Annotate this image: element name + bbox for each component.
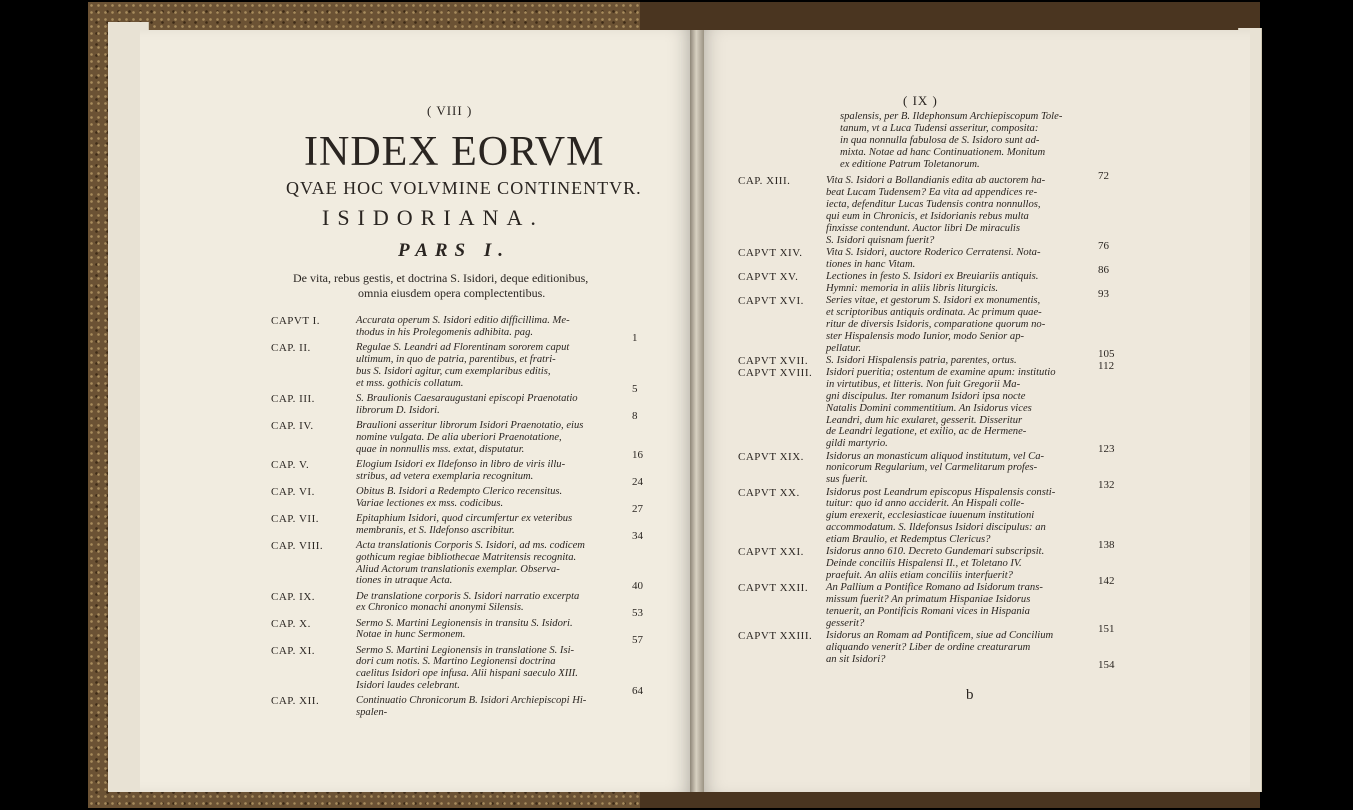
chapter-description-line: An Pallium a Pontifice Romano ad Isidorum trans-	[826, 582, 1043, 594]
chapter-description-line: sus fuerit.	[826, 474, 868, 486]
chapter-description-line: Natalis Domini commentitium. An Isidorus vices	[826, 402, 1032, 414]
chapter-description-line: Isidori laudes celebrant.	[356, 680, 460, 692]
chapter-description	[826, 451, 1094, 487]
chapter-description	[356, 315, 631, 339]
chapter-description-line: ster Hispalensis modo Iunior, modo Senior ap-	[826, 330, 1025, 342]
chapter-description-line: Isidorus post Leandrum episcopus Hispalensis consti-	[826, 486, 1056, 498]
chapter-description-line: Sermo S. Martini Legionensis in translatione S. Isi-	[356, 644, 575, 656]
chapter-description-line: Isidorus an Romam ad Pontificem, siue ad Concilium	[826, 630, 1054, 642]
chapter-description-line: iecta, defenditur Lucas Tudensis contra nonnullos,	[826, 198, 1041, 210]
chapter-description	[356, 513, 631, 537]
chapter-description-line: et mss. gothicis collatum.	[356, 377, 464, 389]
chapter-description	[826, 630, 1094, 666]
chapter-page-number: 154	[1098, 659, 1115, 671]
chapter-page-number: 138	[1098, 539, 1115, 552]
chapter-description-line: Acta translationis Corporis S. Isidori, ad ms. codicem	[356, 539, 585, 551]
chapter-description	[826, 355, 1094, 367]
continuation-line: in qua nonnulla fabulosa de S. Isidoro sunt ad-	[840, 134, 1040, 146]
section-heading: ISIDORIANA.	[322, 205, 544, 230]
chapter-description	[826, 487, 1094, 547]
chapter-description	[356, 591, 631, 615]
chapter-page-number: 76	[1098, 239, 1109, 252]
chapter-description-line: finxisse contendunt. Auctor libri De miraculis	[826, 222, 1021, 234]
chapter-number: CAP. VII.	[271, 512, 320, 525]
chapter-number: CAPVT XVII.	[738, 354, 809, 367]
chapter-description-line: Lectiones in festo S. Isidori ex Breuiariis antiquis.	[826, 270, 1039, 282]
chapter-description-line: gothicum regiae bibliothecae Matritensis recognita.	[356, 551, 577, 563]
chapter-description-line: Obitus B. Isidori a Redempto Clerico recensitus.	[356, 485, 563, 497]
book-gutter	[690, 30, 704, 792]
chapter-description-line: tenuerit, an Pontificis Romani vices in Hispania	[826, 606, 1030, 618]
chapter-description-line: thodus in his Prolegomenis adhibita. pag.	[356, 326, 534, 338]
chapter-description-line: praefuit. An aliis etiam conciliis interfuerit?	[826, 570, 1013, 582]
chapter-description-line: Leandri, dum hic exularet, gesserit. Disseritur	[826, 414, 1023, 426]
chapter-description	[826, 367, 1094, 450]
chapter-description-line: tuitur: quo id anno acciderit. An Hispali colle-	[826, 498, 1025, 510]
chapter-number: CAP. II.	[271, 342, 311, 354]
chapter-number: CAP. III.	[271, 392, 315, 405]
pars-label: PARS I.	[398, 240, 511, 261]
chapter-description-line: spalen-	[356, 707, 388, 719]
chapter-page-number: 93	[1098, 287, 1109, 300]
chapter-description-line: Isidorus an monasticum aliquod institutum, vel Ca-	[826, 450, 1045, 462]
chapter-description-line: Aliud Actorum translationis exemplar. Observa-	[356, 563, 560, 575]
chapter-description-line: ritur de diversis Isidoris, comparatione quorum no-	[826, 318, 1046, 330]
index-title: INDEX EORVM	[304, 129, 605, 175]
chapter-description	[356, 618, 631, 642]
chapter-description-line: aliquando venerit? Liber de ordine creaturarum	[826, 642, 1031, 654]
chapter-number: CAPVT XXI.	[738, 546, 804, 559]
chapter-number: CAPVT XXII.	[738, 582, 809, 595]
chapter-description-line: dori cum notis. S. Martino Legionensi doctrina	[356, 656, 556, 668]
chapter-number: CAPVT XIX.	[738, 450, 804, 463]
chapter-number: CAPVT XXIII.	[738, 630, 813, 643]
chapter-description-line: beat Lucam Tudensem? Ea vita ad appendices re-	[826, 186, 1038, 198]
chapter-description	[826, 546, 1094, 582]
continuation-line: ex editione Patrum Toletanorum.	[840, 158, 980, 170]
chapter-number: CAPVT XX.	[738, 486, 800, 499]
left-page-number: ( VIII )	[427, 103, 473, 118]
chapter-number: CAP. IV.	[271, 419, 314, 432]
chapter-description-line: nomine vulgata. De alia uberiori Praenotatione,	[356, 431, 562, 443]
chapter-description-line: gium erexerit, ecclesiasticae iuuenum institutioni	[826, 510, 1035, 522]
chapter-description-line: Elogium Isidori ex Ildefonso in libro de viris illu-	[356, 458, 566, 470]
chapter-description-line: et scriptoribus antiquis ordinata. Ac primum quae-	[826, 306, 1042, 318]
chapter-page-number: 16	[632, 448, 643, 461]
chapter-number: CAPVT I.	[271, 315, 321, 327]
chapter-description-line: gesserit?	[826, 618, 865, 630]
chapter-page-number: 132	[1098, 479, 1115, 492]
chapter-description	[356, 393, 631, 417]
chapter-description-line: caelitus Isidori ope infusa. Alii hispani saeculo XIII.	[356, 668, 578, 680]
chapter-page-number: 123	[1098, 443, 1115, 456]
chapter-page-number: 8	[632, 409, 638, 422]
chapter-description-line: Accurata operum S. Isidori editio difficillima. Me-	[356, 315, 570, 326]
chapter-description-line: stribus, ad vetera exemplaria recognitum.	[356, 470, 534, 482]
chapter-description-line: Continuatio Chronicorum B. Isidori Archiepiscopi Hi-	[356, 695, 587, 707]
signature-mark: b	[966, 687, 974, 703]
chapter-page-number: 151	[1098, 623, 1115, 635]
chapter-description-line: membranis, et S. Ildefonso ascribitur.	[356, 524, 515, 536]
chapter-description-line: Notae in hunc Sermonem.	[356, 629, 466, 641]
index-subtitle: QVAE HOC VOLVMINE CONTINENTVR.	[286, 178, 642, 198]
chapter-description-line: Hymni: memoria in aliis libris liturgicis.	[826, 282, 999, 294]
chapter-description-line: Braulioni asseritur librorum Isidori Praenotatio, eius	[356, 419, 584, 431]
chapter-description-line: ultimum, in quo de patria, parentibus, et fratri-	[356, 353, 556, 365]
chapter-description	[356, 486, 631, 510]
chapter-page-number: 27	[632, 502, 643, 515]
chapter-description-line: Sermo S. Martini Legionensis in transitu S. Isidori.	[356, 617, 573, 629]
chapter-description-line: Series vitae, et gestorum S. Isidori ex monumentis,	[826, 294, 1041, 306]
chapter-page-number: 5	[632, 382, 638, 395]
chapter-description-line: S. Isidori quisnam fuerit?	[826, 234, 935, 246]
continuation-page: 72	[1098, 170, 1109, 182]
continuation-line: tanum, vt a Luca Tudensi asseritur, composita:	[840, 122, 1039, 134]
chapter-description-line: De translatione corporis S. Isidori narratio excerpta	[356, 590, 580, 602]
chapter-description	[826, 295, 1094, 355]
chapter-page-number: 40	[632, 580, 643, 593]
chapter-page-number: 105	[1098, 347, 1115, 360]
chapter-description	[356, 540, 631, 588]
chapter-description-line: Regulae S. Leandri ad Florentinam sororem caput	[356, 342, 570, 353]
chapter-page-number: 57	[632, 634, 643, 647]
chapter-description-line: de Leandri legatione, et exilio, ac de Hermene-	[826, 426, 1027, 438]
chapter-description-line: ex Chronico monachi anonymi Silensis.	[356, 602, 524, 614]
chapter-page-number: 24	[632, 475, 643, 488]
chapter-description	[356, 420, 631, 456]
chapter-number: CAP. VI.	[271, 485, 315, 498]
chapter-description	[356, 459, 631, 483]
chapter-page-number: 1	[632, 331, 638, 344]
chapter-description-line: gildi martyrio.	[826, 438, 888, 450]
chapter-description-line: accommodatum. S. Ildefonsus Isidori discipulus: an	[826, 522, 1046, 534]
chapter-number: CAP. XIII.	[738, 175, 791, 187]
continuation-line: spalensis, per B. Ildephonsum Archiepiscopum Tole-	[840, 111, 1063, 122]
chapter-description	[826, 582, 1094, 630]
chapter-page-number: 64	[632, 685, 643, 698]
chapter-description-line: quae in nonnullis mss. extat, disputatur.	[356, 443, 525, 455]
continuation-line: mixta. Notae ad hanc Continuationem. Monitum	[840, 146, 1046, 158]
chapter-number: CAPVT XVIII.	[738, 366, 813, 379]
chapter-description-line: pellatur.	[826, 342, 862, 354]
chapter-description-line: librorum D. Isidori.	[356, 404, 440, 416]
chapter-number: CAPVT XVI.	[738, 294, 804, 307]
chapter-description-line: Isidori pueritia; ostentum de examine apum: institutio	[826, 366, 1056, 378]
chapter-description-line: in virtutibus, et litteris. Non fuit Gregorii Ma-	[826, 378, 1021, 390]
chapter-description-line: tiones in utraque Acta.	[356, 575, 453, 587]
chapter-number: CAPVT XIV.	[738, 246, 803, 259]
chapter-number: CAP. VIII.	[271, 539, 324, 552]
intro-line-1: De vita, rebus gestis, et doctrina S. Isidori, deque editionibus,	[293, 271, 589, 285]
chapter-description-line: bus S. Isidori agitur, cum exemplaribus editis,	[356, 365, 551, 377]
chapter-description	[356, 645, 631, 693]
chapter-number: CAP. V.	[271, 458, 310, 471]
chapter-description-line: S. Isidori Hispalensis patria, parentes, ortus.	[826, 354, 1017, 366]
chapter-description-line: etiam Braulio, et Redemptus Clericus?	[826, 534, 991, 546]
chapter-number: CAPVT XV.	[738, 270, 799, 283]
chapter-description-line: missum fuerit? An primatum Hispaniae Isidorus	[826, 594, 1031, 606]
chapter-description-line: Deinde conciliis Hispalensi II., et Toletano IV.	[826, 558, 1022, 570]
chapter-page-number: 34	[632, 529, 643, 542]
chapter-description	[826, 247, 1094, 271]
chapter-description-line: Vita S. Isidori a Bollandianis edita ab auctorem ha-	[826, 175, 1046, 186]
chapter-page-number: 86	[1098, 263, 1109, 276]
chapter-description-line: an sit Isidori?	[826, 654, 886, 665]
chapter-description-line: Isidorus anno 610. Decreto Gundemari subscripsit.	[826, 546, 1045, 558]
chapter-description-line: nonicorum Regularium, vel Carmelitarum profes-	[826, 462, 1038, 474]
chapter-description-line: Vita S. Isidori, auctore Roderico Cerratensi. Nota-	[826, 246, 1041, 258]
chapter-number: CAP. XI.	[271, 644, 316, 657]
chapter-description-line: Variae lectiones ex mss. codicibus.	[356, 497, 504, 509]
chapter-description-line: Epitaphium Isidori, quod circumfertur ex veteribus	[356, 512, 573, 524]
chapter-number: CAP. IX.	[271, 590, 316, 603]
chapter-description-line: tiones in hanc Vitam.	[826, 258, 916, 270]
chapter-page-number: 142	[1098, 575, 1115, 588]
chapter-description-line: S. Braulionis Caesaraugustani episcopi Praenotatio	[356, 392, 578, 404]
chapter-number: CAP. X.	[271, 617, 311, 630]
continuation-text	[840, 111, 1095, 171]
intro-line-2: omnia eiusdem opera complectentibus.	[358, 286, 546, 300]
chapter-description-line: qui eum in Chronicis, et Isidorianis rebus multa	[826, 210, 1029, 222]
right-page-number: ( IX )	[903, 93, 938, 108]
chapter-description	[826, 175, 1094, 246]
chapter-description-line: gni discipulus. Iter romanum Isidori ipsa nocte	[826, 390, 1026, 402]
chapter-description	[356, 342, 631, 390]
chapter-description	[356, 695, 631, 719]
chapter-page-number: 53	[632, 607, 643, 620]
chapter-page-number: 112	[1098, 359, 1115, 372]
chapter-number: CAP. XII.	[271, 695, 320, 708]
chapter-description	[826, 271, 1094, 295]
